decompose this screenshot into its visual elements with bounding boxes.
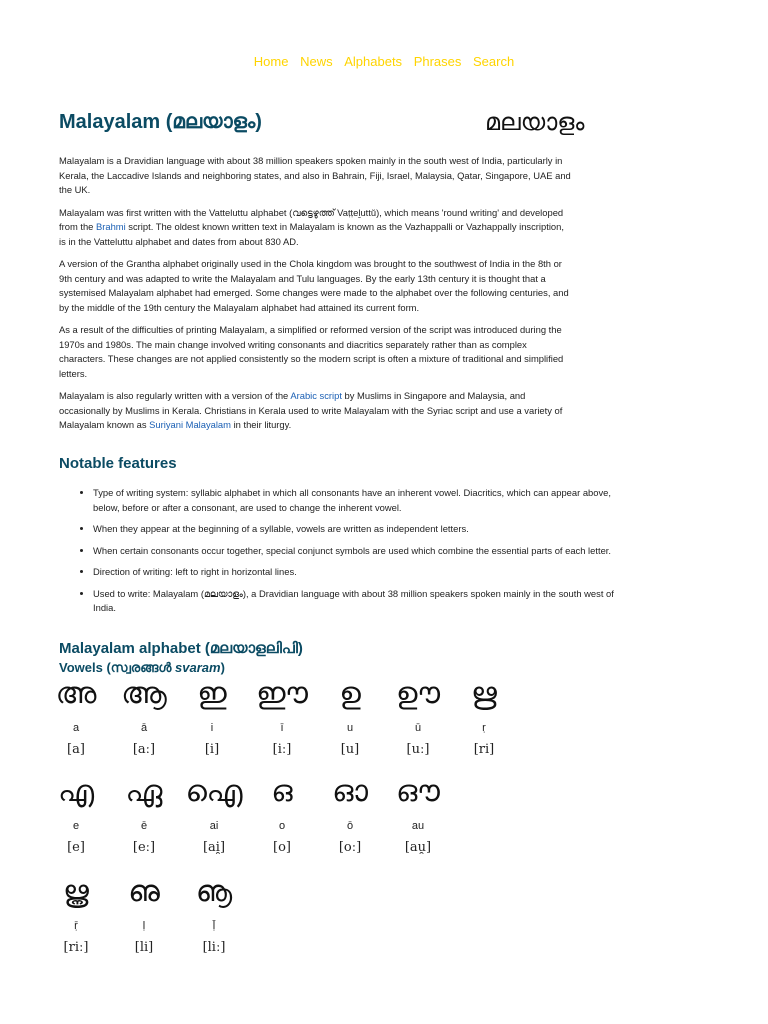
vowel-cell: [249, 672, 315, 757]
brahmi-link[interactable]: Brahmi: [96, 221, 126, 232]
feature-item: • When they appear at the beginning of a syllable, vowels are written as independent letters.: [93, 522, 633, 537]
vowel-transliteration: e: [72, 820, 80, 832]
feature-item: • When certain consonants occur together, special conjunct symbols are used which combine the essential parts of each letter.: [93, 544, 633, 559]
intro-p5-text-a: Malayalam is also regularly written with a version of the: [59, 390, 291, 401]
intro-p5-text-c: in their liturgy.: [230, 419, 292, 430]
vowel-glyph: ഐ: [185, 774, 243, 809]
feature-item: • Used to write: Malayalam (മലയാളം), a Dravidian language with about 38 million speakers spoken mainly in the south west of India.: [93, 587, 633, 616]
vowel-glyph: ഈ: [256, 676, 308, 711]
vowel-ipa: [riː]: [63, 940, 89, 955]
alphabet-heading: Malayalam alphabet (മലയാളലിപി): [59, 640, 303, 657]
vowel-glyph: എ: [57, 774, 95, 809]
feature-item: • Type of writing system: syllabic alphabet in which all consonants have an inherent vowel. Diacritics, which can appear above, below, before or after a consonant, are used to change the inherent vowel.: [93, 486, 633, 515]
vowel-ipa: [i]: [204, 742, 220, 757]
vowel-cell: [43, 770, 109, 855]
vowel-transliteration: ai: [209, 820, 219, 832]
vowel-transliteration: ā: [140, 722, 148, 734]
vowel-transliteration: ū: [414, 722, 422, 734]
intro-p2-text-b: script. The oldest known written text in Malayalam is known as the Vazhappalli or Vazhappally inscription, is in the Vatteluttu alphabet and dates from about 830 AD.: [59, 221, 564, 247]
vowel-transliteration: ō: [346, 820, 354, 832]
vowel-cell: [181, 770, 247, 855]
vowel-glyph: ഔ: [396, 774, 440, 809]
vowel-glyph: ഓ: [332, 774, 368, 809]
vowel-ipa: [aː]: [132, 742, 156, 757]
vowel-cell: [317, 770, 383, 855]
vowel-glyph: ൠ: [63, 874, 89, 909]
vowel-cell: [179, 672, 245, 757]
title-script-text: മലയാളം: [485, 108, 585, 136]
nav-home-link[interactable]: Home: [253, 54, 289, 69]
vowel-glyph: അ: [55, 676, 97, 711]
vowel-cell: [111, 870, 177, 955]
vowel-ipa: [liː]: [202, 940, 226, 955]
vowel-glyph: ആ: [121, 676, 167, 711]
vowel-cell: [43, 870, 109, 955]
vowel-ipa: [e]: [67, 840, 85, 855]
vowel-transliteration: ṝ: [74, 920, 78, 932]
vowel-transliteration: ī: [280, 722, 284, 734]
vowel-cell: [249, 770, 315, 855]
top-navigation: [0, 54, 768, 69]
vowel-transliteration: ḷ: [142, 920, 146, 932]
nav-phrases-link[interactable]: Phrases: [413, 54, 462, 69]
vowel-cell: [111, 770, 177, 855]
vowel-ipa: [ri]: [473, 742, 495, 757]
vowel-glyph: ഉ: [339, 676, 361, 711]
vowel-transliteration: ē: [140, 820, 148, 832]
vowels-heading-prefix: Vowels (സ്വരങ്ങൾ: [59, 660, 176, 675]
vowel-glyph: ഒ: [271, 774, 293, 809]
notable-features-heading: Notable features: [59, 455, 177, 472]
vowel-cell: [385, 770, 451, 855]
nav-alphabets-link[interactable]: Alphabets: [344, 54, 403, 69]
intro-p2-text-a: Malayalam was first written with the Vatteluttu alphabet (വട്ടെഴുത്ത് Vaṭṭeḻuttŭ), which means 'round writing' and developed from the: [59, 206, 564, 232]
vowel-cell: [385, 672, 451, 757]
vowel-ipa: [iː]: [272, 742, 292, 757]
intro-paragraph-3: A version of the Grantha alphabet originally used in the Chola kingdom was brought to the southwest of India in the 8th or 9th century and was adapted to write the Malayalam and Tulu languages. By the early 13th century it is thought that a systemised Malayalam alphabet had emerged. Some changes were made to the alphabet over the following centuries, and by the middle of the 19th century the Malayalam alphabet had attained its current form.: [59, 258, 569, 313]
vowel-ipa: [oː]: [338, 840, 362, 855]
intro-paragraph-5: [59, 389, 573, 433]
vowel-glyph: ഋ: [471, 676, 497, 711]
vowel-cell: [43, 672, 109, 757]
vowel-glyph: ൡ: [195, 874, 233, 909]
intro-paragraph-2: [59, 206, 573, 250]
nav-search-link[interactable]: Search: [473, 54, 515, 69]
vowel-ipa: [eː]: [132, 840, 156, 855]
vowel-cell: [317, 672, 383, 757]
vowel-transliteration: u: [346, 722, 354, 734]
vowel-ipa: [au̯]: [404, 840, 432, 855]
vowel-transliteration: i: [210, 722, 214, 734]
vowel-glyph: ഊ: [395, 676, 441, 711]
vowels-heading-em: svaram: [175, 660, 221, 675]
vowel-cell: [451, 672, 517, 757]
vowel-ipa: [li]: [134, 940, 154, 955]
feature-item: • Direction of writing: left to right in horizontal lines.: [93, 565, 633, 580]
vowel-glyph: ഏ: [125, 774, 163, 809]
vowel-ipa: [o]: [273, 840, 291, 855]
suriyani-malayalam-link[interactable]: Suriyani Malayalam: [149, 419, 231, 430]
vowel-ipa: [u]: [340, 742, 360, 757]
vowel-transliteration: a: [72, 722, 80, 734]
vowel-cell: [181, 870, 247, 955]
vowel-ipa: [uː]: [406, 742, 430, 757]
vowel-transliteration: ḹ: [212, 920, 216, 932]
intro-paragraph-1: Malayalam is a Dravidian language with about 38 million speakers spoken mainly in the south west of India, particularly in Kerala, the Laccadive Islands and neighboring states, and also in Bahrain, Fiji, Israel, Malaysia, Qatar, Singapore, UAE and the UK.: [59, 155, 571, 195]
features-list: [59, 486, 633, 623]
vowel-glyph: ഇ: [197, 676, 227, 711]
vowel-transliteration: o: [278, 820, 286, 832]
vowels-heading-suffix: ): [220, 660, 225, 675]
page-title: Malayalam (മലയാളം): [59, 111, 262, 133]
intro-p5-text-b: by Muslims in Singapore and Malaysia, and occasionally by Muslims in Kerala. Christians in Kerala used to write Malayalam with the Syriac script and use a variety of Malayalam known as: [59, 390, 563, 430]
vowel-ipa: [ai̯]: [202, 840, 226, 855]
nav-news-link[interactable]: News: [300, 54, 333, 69]
vowel-ipa: [a]: [67, 742, 85, 757]
vowel-cell: [111, 672, 177, 757]
intro-paragraph-4: As a result of the difficulties of printing Malayalam, a simplified or reformed version of the script was introduced during the 1970s and 1980s. The main change involved writing consonants and diacritics separately rather than as complex characters. These changes are not applied consistently so the modern script is often a mixture of traditional and simplified letters.: [59, 324, 564, 379]
vowel-glyph: ഌ: [128, 874, 160, 909]
vowel-transliteration: au: [411, 820, 425, 832]
arabic-script-link[interactable]: Arabic script: [290, 390, 342, 401]
vowel-transliteration: ṛ: [482, 722, 486, 734]
intro-content: [59, 154, 573, 441]
